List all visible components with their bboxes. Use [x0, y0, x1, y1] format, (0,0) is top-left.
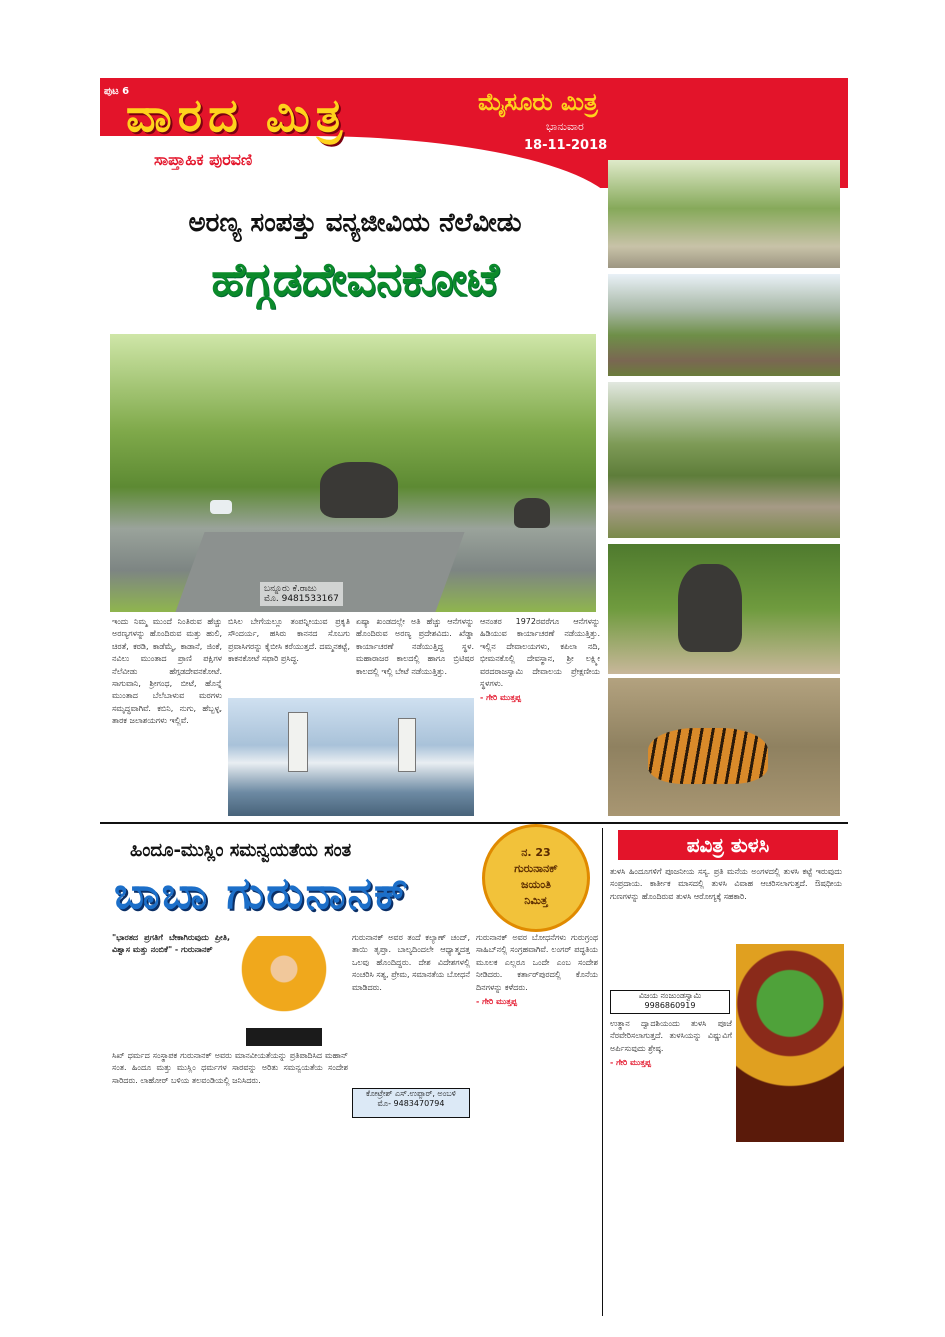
column-divider	[602, 828, 603, 1316]
jayanti-badge	[482, 824, 590, 932]
dam-tower-shape	[288, 712, 308, 772]
story1-col2	[228, 616, 350, 694]
story1-col4	[480, 616, 600, 812]
story3-col2	[610, 1018, 732, 1312]
story2-col3-text: ಗುರುನಾನಕ್ ಅವರ ಬೋಧನೆಗಳು ಗುರುಗ್ರಂಥ ಸಾಹಿಬ್‌ನಲ್ಲಿ ಸಂಗ್ರಹವಾಗಿವೆ. ಲಂಗರ್ ಪದ್ಧತಿಯ ಮೂಲಕ ಎಲ್ಲರೂ ಒಂದೇ ಎಂಬ ಸಂದೇಶ ನೀಡಿದರು. ಕರ್ತಾರ್‌ಪುರದಲ್ಲಿ ಕೊನೆಯ ದಿನಗಳನ್ನು ಕಳೆದರು.	[476, 933, 598, 992]
section-divider	[100, 822, 848, 824]
story2-quote-text: "ಭಾರತದ ಪ್ರಗತಿಗೆ ಬೇಕಾಗಿರುವುದು ಪ್ರೀತಿ, ವಿಶ್ವಾಸ ಮತ್ತು ನಂಬಿಕೆ" - ಗುರುನಾನಕ್	[112, 933, 230, 955]
story2-quote	[112, 932, 230, 968]
issue-date: 18-11-2018	[524, 138, 608, 153]
story1-headline: ಹೆಗ್ಗಡದೇವನಕೋಟೆ	[211, 252, 499, 306]
tusker-photo	[608, 544, 840, 674]
badge-name: ಗುರುನಾನಕ್	[514, 862, 558, 875]
paper-name: ಮೈಸೂರು ಮಿತ್ರ	[478, 88, 598, 116]
story2-contact-name: ಕೋಟ್ರೇಶ್ ಎಸ್.ಉಪ್ಪಾರ್, ಅಂಬಳಿ	[365, 1089, 457, 1098]
gurunanak-portrait	[232, 936, 336, 1046]
badge-date: ನ. 23	[521, 846, 551, 859]
supplement-title: ವಾರದ ಮಿತ್ರ	[126, 88, 349, 142]
dam-photo	[228, 698, 474, 816]
story1-col4-text: ಆನಂತರ 1972ರವರೆಗೂ ಆನೆಗಳನ್ನು ಹಿಡಿಯುವ ಕಾರ್ಯಾಚರಣೆ ನಡೆಯುತ್ತಿತ್ತು. ಇಲ್ಲಿನ ದೇವಾಲಯಗಳು, ಕಪಿಲಾ ನದಿ, ಭೀಮನಕೊಲ್ಲಿ ದೇವಸ್ಥಾನ, ಶ್ರೀ ಲಕ್ಷ್ಮೀ ವರದರಾಜಸ್ವಾಮಿ ದೇವಾಲಯ ಪ್ರೇಕ್ಷಣೀಯ ಸ್ಥಳಗಳು.	[480, 617, 600, 689]
story2-signature: - ಗೇರಿ ಮುತ್ತಪ್ಪ	[476, 997, 517, 1007]
story1-col2-text: ಬಿಸಿಲ ಬೇಗೆಯಲ್ಲೂ ತಂಪನ್ನೀಯುವ ಪ್ರಕೃತಿ ಸೌಂದರ್ಯ, ಹಸಿರು ಕಾನನದ ಸೊಬಗು ಪ್ರವಾಸಿಗರನ್ನು ಕೈಬೀಸಿ ಕರೆಯುತ್ತದೆ. ದಮ್ಮನಕಟ್ಟೆ, ಕಾಕನಕೋಟೆ ಸಫಾರಿ ಪ್ರಸಿದ್ಧ.	[228, 617, 350, 664]
tiger-photo	[608, 678, 840, 816]
elephant-road-photo	[110, 334, 596, 612]
portrait-pedestal-shape	[246, 1028, 322, 1046]
story3-col2-text: ಉತ್ಥಾನ ದ್ವಾದಶಿಯಂದು ತುಳಸಿ ಪೂಜೆ ನೆರವೇರಿಸಲಾಗುತ್ತದೆ. ತುಳಸಿಯನ್ನು ವಿಷ್ಣುವಿಗೆ ಅರ್ಪಿಸುವುದು ಶ್ರೇಷ್ಠ.	[610, 1019, 732, 1053]
story2-col1-text: ಸಿಖ್ ಧರ್ಮದ ಸಂಸ್ಥಾಪಕ ಗುರುನಾನಕ್ ಅವರು ಮಾನವೀಯತೆಯನ್ನು ಪ್ರತಿಪಾದಿಸಿದ ಮಹಾನ್ ಸಂತ. ಹಿಂದೂ ಮತ್ತು ಮುಸ್ಲಿಂ ಧರ್ಮಗಳ ಸಾರವನ್ನು ಅರಿತು ಸಮನ್ವಯತೆಯ ಸಂದೇಶ ಸಾರಿದರು. ಲಾಹೋರ್ ಬಳಿಯ ತಲವಂಡಿಯಲ್ಲಿ ಜನಿಸಿದರು.	[112, 1051, 348, 1085]
story1-signature: - ಗೇರಿ ಮುತ್ತಪ್ಪ	[480, 693, 521, 703]
story1-col1	[112, 616, 222, 816]
story2-contact-box	[352, 1088, 470, 1118]
tusker-shape	[678, 564, 742, 652]
story2-col2-text: ಗುರುನಾನಕ್ ಅವರ ತಂದೆ ಕಲ್ಯಾಣ್ ಚಂದ್, ತಾಯಿ ತೃಪ್ತಾ. ಬಾಲ್ಯದಿಂದಲೇ ಆಧ್ಯಾತ್ಮದತ್ತ ಒಲವು ಹೊಂದಿದ್ದರು. ದೇಶ ವಿದೇಶಗಳಲ್ಲಿ ಸಂಚರಿಸಿ ಸತ್ಯ, ಪ್ರೇಮ, ಸಮಾನತೆಯ ಬೋಧನೆ ಮಾಡಿದರು.	[352, 933, 470, 992]
story2-col1	[112, 1050, 348, 1312]
tulasi-photo	[736, 944, 844, 1142]
story1-col1-text: ಇಂದು ನಿಮ್ಮ ಮುಂದೆ ನಿಂತಿರುವ ಹೆಚ್ಚು ಅರಣ್ಯಗಳನ್ನು ಹೊಂದಿರುವ ಮತ್ತು ಹುಲಿ, ಚಿರತೆ, ಕರಡಿ, ಕಾಡೆಮ್ಮೆ, ಕಾಡಾನೆ, ಜಿಂಕೆ, ನವಿಲು ಮುಂತಾದ ಪ್ರಾಣಿ ಪಕ್ಷಿಗಳ ನೆಲೆವೀಡು ಹೆಗ್ಗಡದೇವನಕೋಟೆ. ಸಾಗುವಾನಿ, ಶ್ರೀಗಂಧ, ಬೀಟೆ, ಹೊನ್ನೆ ಮುಂತಾದ ಬೆಲೆಬಾಳುವ ಮರಗಳು ಸಮೃದ್ಧವಾಗಿವೆ. ಕಬಿನಿ, ನುಗು, ಹೆಬ್ಬಳ್ಳ, ತಾರಕ ಜಲಾಶಯಗಳು ಇಲ್ಲಿವೆ.	[112, 617, 222, 726]
photo-credit	[260, 582, 343, 606]
car-shape	[210, 500, 232, 514]
story2-kicker: ಹಿಂದೂ-ಮುಸ್ಲಿಂ ಸಮನ್ವಯತೆಯ ಸಂತ	[130, 840, 352, 861]
story2-col3	[476, 932, 598, 1312]
story3-author-box	[610, 990, 730, 1014]
badge-occasion: ನಿಮಿತ್ತ	[524, 894, 548, 907]
story1-kicker: ಅರಣ್ಯ ಸಂಪತ್ತು ವನ್ಯಜೀವಿಯ ನೆಲೆವೀಡು	[188, 208, 522, 238]
photo-credit-phone: ಮೊ. 9481533167	[264, 594, 339, 604]
issue-day: ಭಾನುವಾರ	[546, 120, 584, 133]
story3-col1-text: ತುಳಸಿ ಹಿಂದೂಗಳಿಗೆ ಪೂಜನೀಯ ಸಸ್ಯ. ಪ್ರತಿ ಮನೆಯ ಅಂಗಳದಲ್ಲಿ ತುಳಸಿ ಕಟ್ಟೆ ಇರುವುದು ಸಂಪ್ರದಾಯ. ಕಾರ್ತೀಕ ಮಾಸದಲ್ಲಿ ತುಳಸಿ ವಿವಾಹ ಆಚರಿಸಲಾಗುತ್ತದೆ. ಔಷಧೀಯ ಗುಣಗಳನ್ನು ಹೊಂದಿರುವ ತುಳಸಿ ಆರೋಗ್ಯಕ್ಕೆ ಸಹಕಾರಿ.	[610, 867, 842, 901]
dam-tower-shape-2	[398, 718, 416, 772]
photo-credit-name: ಬನ್ನೂರು ಕೆ.ರಾಜು	[264, 584, 317, 594]
hills-resort-photo	[608, 274, 840, 376]
forest-road-photo	[608, 160, 840, 268]
supplement-subtitle: ಸಾಪ್ತಾಹಿಕ ಪುರವಣಿ	[154, 150, 253, 169]
elephant-adult-shape	[320, 462, 398, 518]
badge-event: ಜಯಂತಿ	[521, 878, 551, 891]
story2-col2	[352, 932, 470, 1312]
story3-headline: ಪವಿತ್ರ ತುಳಸಿ	[618, 830, 838, 860]
story3-signature: - ಗೇರಿ ಮುತ್ತಪ್ಪ	[610, 1058, 651, 1068]
newspaper-page	[100, 78, 848, 1316]
tiger-shape	[648, 728, 768, 784]
story2-headline: ಬಾಬಾ ಗುರುನಾನಕ್	[114, 868, 411, 919]
elephant-calf-shape	[514, 498, 550, 528]
story3-author-phone: 9986860919	[644, 1001, 696, 1010]
page-number: ಪುಟ 6	[104, 86, 130, 97]
story3-author-name: ವಿಜಯ ನಂಜುಂಡಸ್ವಾಮಿ	[638, 991, 702, 1000]
story2-contact-phone: ಮೊ- 9483470794	[377, 1099, 445, 1108]
forest-hut-photo	[608, 382, 840, 538]
story1-col3-text: ಏಷ್ಯಾ ಖಂಡದಲ್ಲೇ ಅತಿ ಹೆಚ್ಚು ಆನೆಗಳನ್ನು ಹೊಂದಿರುವ ಅರಣ್ಯ ಪ್ರದೇಶವಿದು. ಖೆಡ್ಡಾ ಕಾರ್ಯಾಚರಣೆ ನಡೆಯುತ್ತಿದ್ದ ಸ್ಥಳ. ಮಹಾರಾಜರ ಕಾಲದಲ್ಲಿ ಹಾಗೂ ಬ್ರಿಟಿಷರ ಕಾಲದಲ್ಲಿ ಇಲ್ಲಿ ಬೇಟೆ ನಡೆಯುತ್ತಿತ್ತು.	[356, 617, 474, 676]
story1-col3	[356, 616, 474, 694]
